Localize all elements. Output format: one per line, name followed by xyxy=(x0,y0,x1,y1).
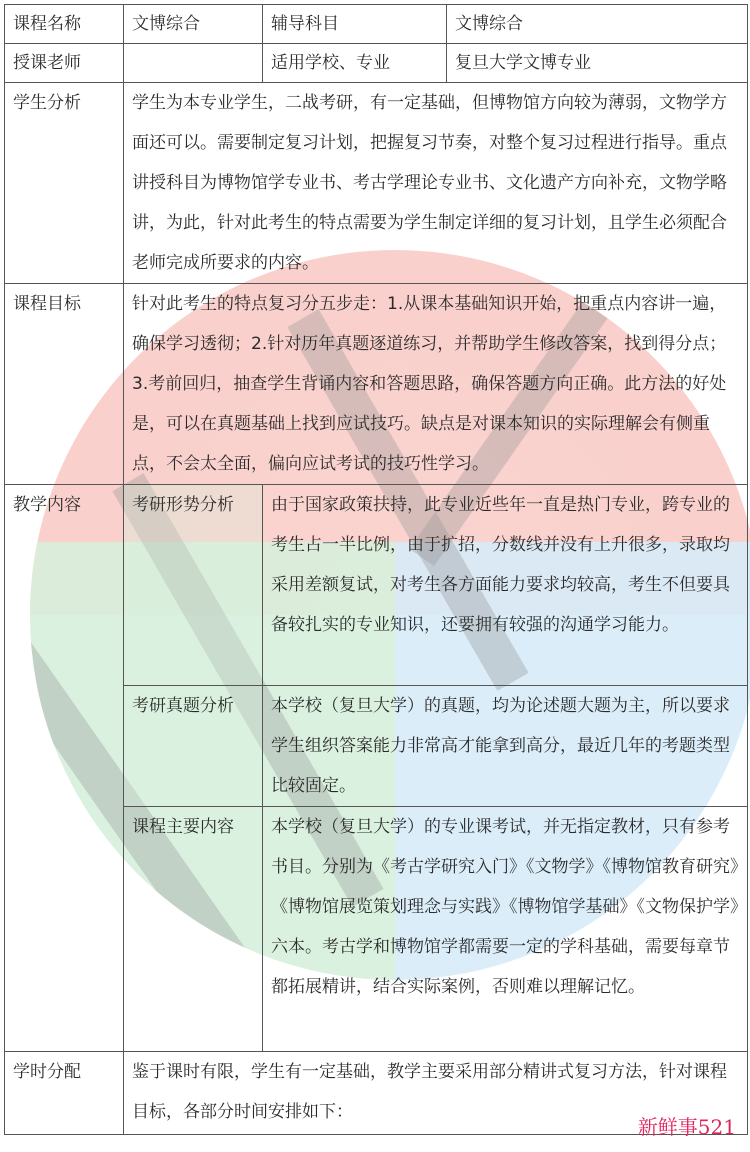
course-name-label: 课程名称 xyxy=(5,5,124,44)
student-analysis-label: 学生分析 xyxy=(5,83,124,284)
table-row xyxy=(5,44,748,83)
table-row xyxy=(5,485,748,686)
exam-trend-label: 考研形势分析 xyxy=(124,485,263,686)
table-row xyxy=(5,5,748,44)
course-plan-table xyxy=(4,4,748,1135)
source-stamp: 新鲜事521 xyxy=(637,1115,736,1139)
course-name-value: 文博综合 xyxy=(124,5,263,44)
main-content-label: 课程主要内容 xyxy=(124,807,263,1052)
time-allocation-label: 学时分配 xyxy=(5,1052,124,1135)
table-row xyxy=(5,284,748,485)
table-row xyxy=(5,83,748,284)
past-exam-label: 考研真题分析 xyxy=(124,686,263,807)
past-exam-text: 本学校（复旦大学）的真题，均为论述题大题为主，所以要求学生组织答案能力非常高才能拿到高分，最近几年的考题类型比较固定。 xyxy=(263,686,748,807)
subject-value: 文博综合 xyxy=(447,5,748,44)
subject-label: 辅导科目 xyxy=(263,5,447,44)
exam-trend-text: 由于国家政策扶持，此专业近些年一直是热门专业，跨专业的考生占一半比例，由于扩招，分数线并没有上升很多，录取均采用差额复试，对考生各方面能力要求均较高，考生不但要具备较扎实的专业知识，还要拥有较强的沟通学习能力。 xyxy=(263,485,748,686)
student-analysis-text: 学生为本专业学生，二战考研，有一定基础，但博物馆方向较为薄弱，文物学方面还可以。需要制定复习计划，把握复习节奏，对整个复习过程进行指导。重点讲授科目为博物馆学专业书、考古学理论专业书、文化遗产方向补充，文物学略讲，为此，针对此考生的特点需要为学生制定详细的复习计划，且学生必须配合老师完成所要求的内容。 xyxy=(124,83,748,284)
teacher-label: 授课老师 xyxy=(5,44,124,83)
course-goal-label: 课程目标 xyxy=(5,284,124,485)
table-row xyxy=(5,1052,748,1135)
main-content-text: 本学校（复旦大学）的专业课考试，并无指定教材，只有参考书目。分别为《考古学研究入门》《文物学》《博物馆教育研究》《博物馆展览策划理念与实践》《博物馆学基础》《文物保护学》六本。考古学和博物馆学都需要一定的学科基础，需要每章节都拓展精讲，结合实际案例，否则难以理解记忆。 xyxy=(263,807,748,1052)
school-major-value: 复旦大学文博专业 xyxy=(447,44,748,83)
teacher-value xyxy=(124,44,263,83)
time-allocation-text: 鉴于课时有限，学生有一定基础，教学主要采用部分精讲式复习方法，针对课程目标，各部分时间安排如下： xyxy=(124,1052,748,1135)
course-goal-text: 针对此考生的特点复习分五步走：1.从课本基础知识开始，把重点内容讲一遍，确保学习透彻；2.针对历年真题逐道练习，并帮助学生修改答案，找到得分点；3.考前回归，抽查学生背诵内容和答题思路，确保答题方向正确。此方法的好处是，可以在真题基础上找到应试技巧。缺点是对课本知识的实际理解会有侧重点，不会太全面，偏向应试考试的技巧性学习。 xyxy=(124,284,748,485)
teaching-content-label: 教学内容 xyxy=(5,485,124,1052)
school-major-label: 适用学校、专业 xyxy=(263,44,447,83)
